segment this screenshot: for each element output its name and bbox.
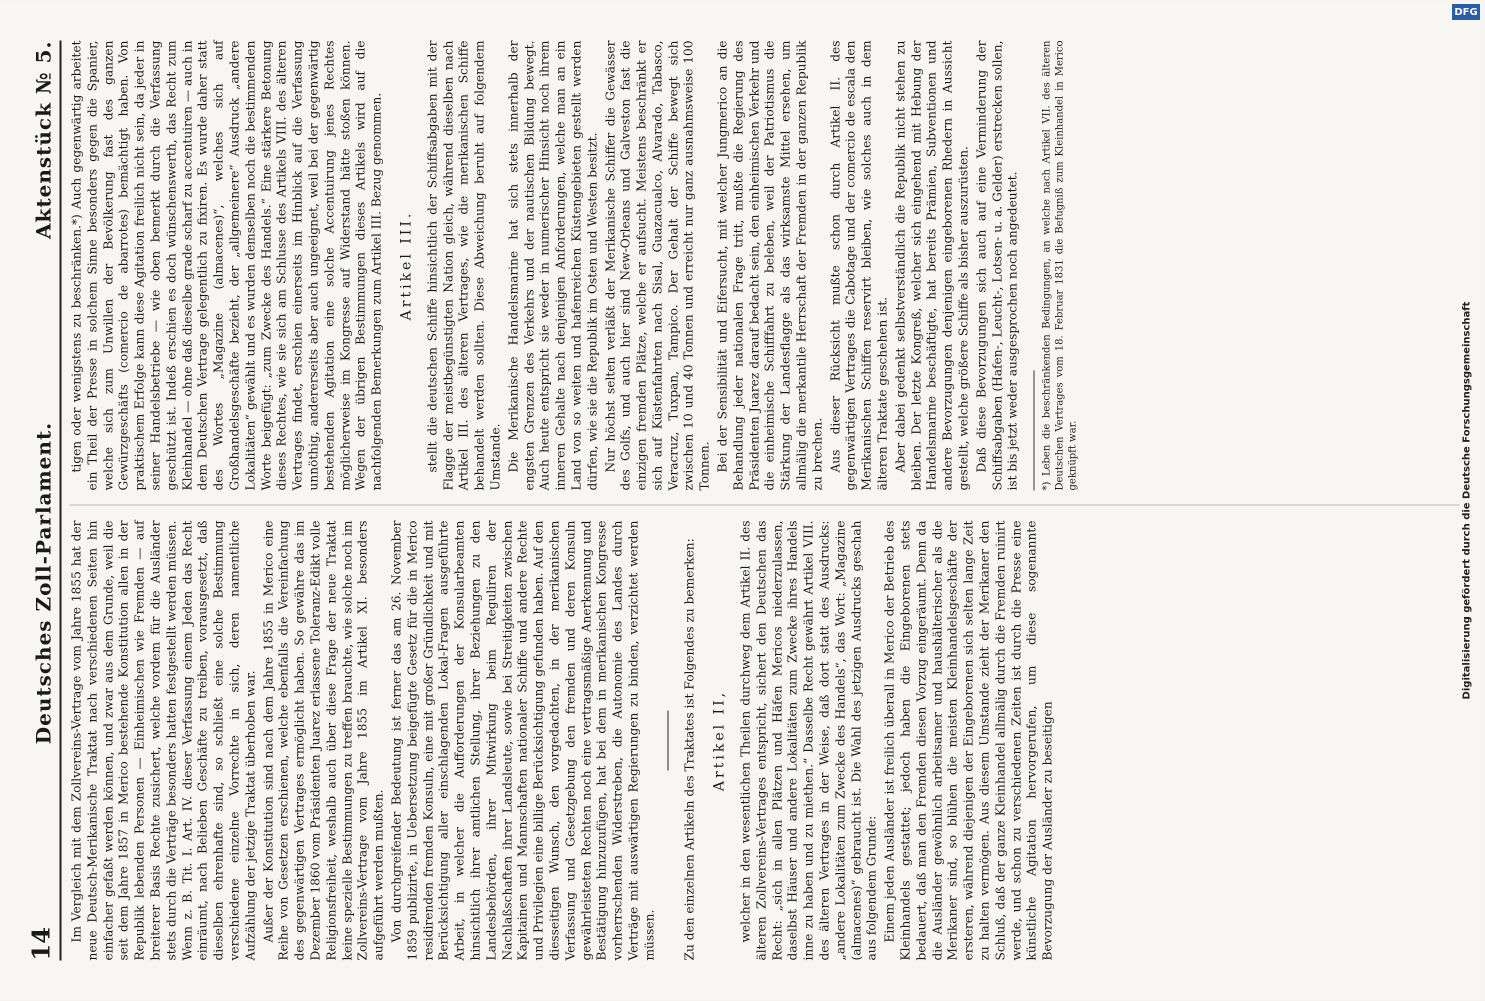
paragraph: Daß diese Bevorzugungen sich auch auf eine Verminderung der Schiffsabgaben (Hafen-, Leucht-, Lotsen- u. a. Gelder) erstrecken sollen, ist bis jetzt weder ausgesprochen noch angedeutet. xyxy=(974,40,1020,491)
paragraph: Außer der Konstitution sind nach dem Jahre 1855 in Merico eine Reihe von Gesetzen erschienen, welche ebenfalls die Vereinfachung des gegenwärtigen Vertrages ermöglicht haben. So gewähre das im Dezember 1860 vom Präsidenten Juarez erlassene Toleranz-Edikt volle Religionsfreiheit, weshalb auch über diese Frage der neue Traktat keine spezielle Bestimmungen zu treffen brauchte, wie solche noch im Zollvereins-Vertrage vom Jahre 1855 im Artikel XI. besonders aufgeführt werden mußten. xyxy=(261,520,386,961)
scanned-page xyxy=(0,1,1485,1001)
column-divider xyxy=(70,505,1460,506)
paragraph: Die Merikanische Handelsmarine hat sich stets innerhalb der engsten Grenzen des Verkehrs und der nautischen Bildung bewegt. Auch heute entspricht sie weder in numerischer Hinsicht noch ihrem inneren Gehalte nach denjenigen Anforderungen, welche man an ein Land von so weiten und hafenreichen Küstengebieten gestellt werden dürfen, wie sie die Republik im Osten und Westen besitzt. xyxy=(506,40,600,491)
article-heading: Artikel II, xyxy=(711,689,728,792)
digitization-note xyxy=(1448,0,1485,1000)
paragraph: welcher in den wesentlichen Theilen durchweg dem Artikel II. des älteren Zollvereins-Vertrages entspricht, sichert den Deutschen das Recht: „sich in allen Plätzen und Häfen Mericos niederzulassen, daselbst Häuser und andere Lokalitäten zum Zwecke ihres Handels inne zu haben und zu miethen.“ Dasselbe Recht gewährt Artikel VIII. des älteren Vertrages in der Weise, daß dort statt des Ausdrucks: „andere Lokalitäten zum Zwecke des Handels“, das Wort: „Magazine (almacenes)“ gebraucht ist. Die Wahl des jetzigen Ausdrucks geschah aus folgendem Grunde: xyxy=(738,520,879,961)
digitization-note-text: Digitalisierung gefördert durch die Deutsche Forschungsgemeinschaft xyxy=(1461,301,1472,699)
page-title: Deutsches Zoll-Parlament. xyxy=(31,421,56,745)
paragraph: tigen oder wenigstens zu beschränken.*) Auch gegenwärtig arbeitet ein Theil der Presse in solchem Sinne besonders gegen die Spanier, welche sich zum Unwillen der Bevölkerung fast des ganzen Gewürzgeschäfts (comercio de abarrotes) bemächtigt haben. Von praktischem Erfolge kann diese Agitation freilich nicht sein, da jeder in seiner Handelsbetriebe — wie oben bemerkt durch die Verfassung geschützt ist. Indeß erschien es doch wünschenswerth, das Recht zum Kleinhandel — ohne daß dieselbe grade scharf zu accentuiren — auch in dem Deutschen Vertrage gelegentlich zu fixiren. Es wurde daher statt des Wortes „Magazine (almacenes)“, welches sich auf Großhandelsgeschäfte bezieht, der „allgemeinere“ Ausdruck „andere Lokalitäten“ gewählt und es wurden demselben noch die bestimmenden Worte beigefügt: „zum Zwecke des Handels.“ Eine stärkere Betonung dieses Rechtes, wie sie sich am Schlusse des Artikels VIII. des älteren Vertrages findet, erschien einerseits im Hinblick auf die Verfassung unnöthig, andererseits aber auch ungeeignet, weil bei der gegenwärtig bestehenden Agitation eine solche Accentuirung jenes Rechtes möglicherweise im Kongresse auf Widerstand hätte stoßen können. Wegen der übrigen Bestimmungen dieses Artikels wird auf die nachfolgenden Bemerkungen zum Artikel III. Bezug genommen. xyxy=(69,40,384,491)
paragraph: Einem jeden Ausländer ist freilich überall in Merico der Betrieb des Kleinhandels gestattet; jedoch haben die Eingeborenen stets bedauert, daß man den Fremden diesen Vorzug eingeräumt. Denn da die Ausländer gewöhnlich arbeitsamer und haushälterischer als die Merikaner sind, so blühen die meisten Kleinhandelsgeschäfte der ersteren, während diejenigen der Eingeborenen sich selten lange Zeit zu halten vermögen. Aus diesem Umstande zieht der Merikaner den Schluß, daß der ganze Kleinhandel allmälig durch die Fremden ruinirt werde, und schon zu verschiedenen Zeiten ist durch die Presse eine künstliche Agitation hervorgerufen, um diese sogenannte Bevorzugung der Ausländer zu beseitigen xyxy=(882,520,1055,961)
left-column xyxy=(69,520,1055,961)
section-divider xyxy=(668,711,669,771)
section-label: Aktenstück № 5. xyxy=(31,40,56,239)
dfg-logo: DFG xyxy=(1452,4,1480,20)
right-column xyxy=(70,41,1410,491)
paragraph: Von durchgreifender Bedeutung ist ferner das am 26. November 1859 publizirte, in Uebersetzung beigefügte Gesetz für die in Merico residirenden fremden Konsuln, eine mit großer Gründlichkeit und mit Berücksichtigung aller einschlagenden Lokal-Fragen ausgeführte Arbeit, in welcher die Aufforderungen der Konsularbeamten hinsichtlich ihrer amtlichen Stellung, ihrer Beziehungen zu den Landesbehörden, ihrer Mitwirkung beim Reguliren der Nachlaßschaften ihrer Landsleute, sowie bei Streitigkeiten zwischen Kapitainen und Mannschaften nationaler Schiffe und andere Rechte und Privilegien eine billige Berücksichtigung gefunden haben. Auf den diesseitigen Wunsch, den vorgedachten, in der merikanischen Verfassung und Gesetzgebung den fremden und deren Konsuln gewährleisteten Rechten noch eine vertragsmäßige Anerkennung und Bestätigung hinzuzufügen, hat bei dem in merikanischen Kongresse vorherrschenden Widerstreben, die Autonomie des Landes durch Verträge mit auswärtigen Regierungen zu binden, verzichtet werden müssen. xyxy=(389,520,657,961)
paragraph: Nur höchst selten verläßt der Merikanische Schiffer die Gewässer des Golfs, und auch hier sind New-Orleans und Galveston fast die einzigen fremden Plätze, welche er aufsucht. Meistens beschränkt er sich auf Küstenfahrten nach Sisal, Guazacualco, Alvarado, Tabasco, Veracruz, Tuxpan, Tampico. Der Gehalt der Schiffe bewegt sich zwischen 10 und 40 Tonnen und erreicht nur ganz ausnahmsweise 100 Tonnen. xyxy=(603,40,712,491)
page-header xyxy=(28,41,62,961)
article-heading: Artikel III. xyxy=(398,210,415,321)
paragraph: Bei der Sensibilität und Eifersucht, mit welcher Jungmerico an die Behandlung jeder nationalen Frage tritt, mußte die Regierung des Präsidenten Juarez darauf bedacht sein, den einheimischen Verkehr und die einheimische Schifffahrt zu beleben, weil der Patriotismus die Stärkung der Landesflagge als das wirksamste Mittel ersehen, um allmälig die merkantile Herrschaft der Fremden in der ganzen Republik zu brechen. xyxy=(715,40,825,491)
footnote: *) Leben die beschränkenden Bedingungen, an welche nach Artikel VII. des älteren Deutschen Vertrages vom 18. Februar 1831 die Befugniß zum Kleinhandel in Merico geknüpft war. xyxy=(1041,40,1079,491)
paragraph: Im Vergleich mit dem Zollvereins-Vertrage vom Jahre 1855 hat der neue Deutsch-Merikanische Traktat nach verschiedenen Seiten hin einfacher gefaßt werden können, und zwar aus dem Grunde, weil die seit dem Jahre 1857 in Merico bestehende Konstitution allen in der Republik lebenden Personen — Einheimischen wie Fremden — auf breiterer Basis Rechte zusichert, welche vordem für die Ausländer stets durch die Verträge besonders hatten festgestellt werden müssen. Wenn z. B. Tit. I. Art. IV. dieser Verfassung einem Jeden das Recht einräumt, nach Belieben Geschäfte zu treiben, vorausgesetzt, daß dieselben ehrenhafte sind, so schließt eine solche Bestimmung verschiedene einzelne Vorrechte in sich, deren namentliche Aufzählung der jetzige Traktat überhoben war. xyxy=(69,520,258,961)
paragraph: Aber dabei gedenkt selbstverständlich die Republik nicht stehen zu bleiben. Der letzte Kongreß, welcher sich eingehend mit Hebung der Handelsmarine beschäftigte, hat bereits Prämien, Subventionen und andere Bevorzugungen denjenigen eingeborenen Rhedern in Aussicht gestellt, welche größere Schiffe als bisher auszurüsten. xyxy=(893,40,971,491)
paragraph: stellt die deutschen Schiffe hinsichtlich der Schiffsabgaben mit der Flagge der meistbegünstigten Nation gleich, während dieselben nach Artikel III. des älteren Vertrages, wie die merikanischen Schiffe behandelt werden sollten. Diese Abweichung beruht auf folgendem Umstande. xyxy=(425,40,503,491)
page-number: 14 xyxy=(26,927,56,961)
lead-in-text: Zu den einzelnen Artikeln des Traktates ist Folgendes zu bemerken: xyxy=(682,538,697,961)
footnote-divider xyxy=(1034,371,1035,491)
paragraph: Aus dieser Rücksicht mußte schon durch Artikel II. des gegenwärtigen Vertrages die Cabotage und der comercio de escala den Merikanischen Schiffen reservirt bleiben, wie solches auch in dem älteren Traktate geschehen ist. xyxy=(828,40,890,491)
